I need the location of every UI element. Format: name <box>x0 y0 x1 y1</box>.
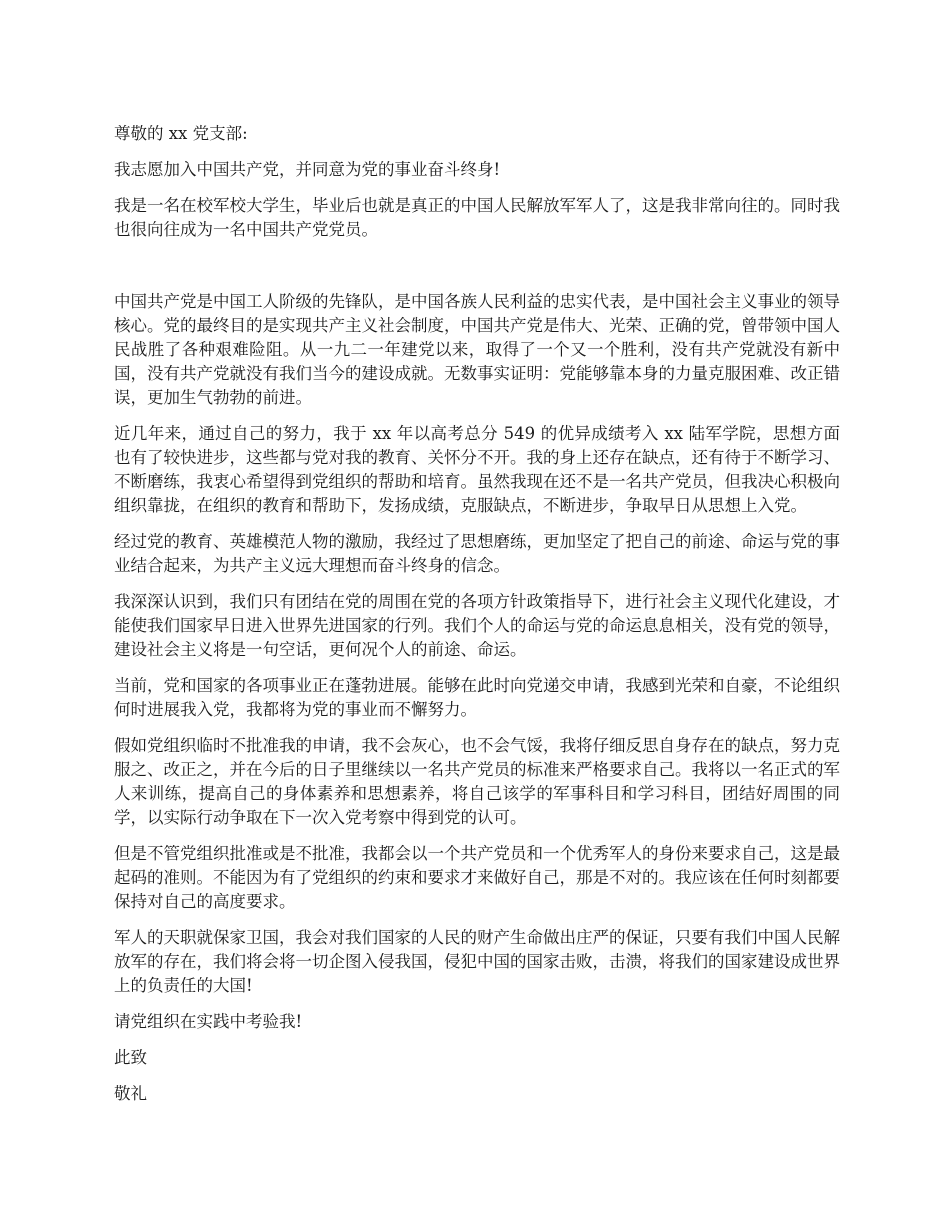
paragraph-soldier-duty: 军人的天职就保家卫国，我会对我们国家的人民的财产生命做出庄严的保证，只要有我们中国人民解放军的存在，我们将会将一切企图入侵我国，侵犯中国的国家击败，击溃，将我们的国家建设成世界上的负责任的大国! <box>114 928 840 995</box>
closing-salute: 敬礼 <box>114 1084 147 1103</box>
paragraph-if-not-approved: 假如党组织临时不批准我的申请，我不会灰心，也不会气馁，我将仔细反思自身存在的缺点，努力克服之、改正之，并在今后的日子里继续以一名共产党员的标准来严格要求自己。我将以一名正式的军人来训练，提高自己的身体素养和思想素养，将自己该学的军事科目和学习科目，团结好周围的同学，以实际行动争取在下一次入党考察中得到党的认可。 <box>114 736 840 827</box>
letter-body <box>114 122 840 1118</box>
closing-greeting: 此致 <box>114 1048 147 1067</box>
paragraph-conviction: 经过党的教育、英雄模范人物的激励，我经过了思想磨练，更加坚定了把自己的前途、命运与党的事业结合起来，为共产主义远大理想而奋斗终身的信念。 <box>114 532 840 575</box>
paragraph-understanding: 我深深认识到，我们只有团结在党的周围在党的各项方针政策指导下，进行社会主义现代化建设，才能使我们国家早日进入世界先进国家的行列。我们个人的命运与党的命运息息相关，没有党的领导，建设社会主义将是一句空话，更何况个人的前途、命运。 <box>114 592 840 659</box>
paragraph-current-situation: 当前，党和国家的各项事业正在蓬勃进展。能够在此时向党递交申请，我感到光荣和自豪，不论组织何时进展我入党，我都将为党的事业而不懈努力。 <box>114 676 840 719</box>
paragraph-pledge: 我志愿加入中国共产党，并同意为党的事业奋斗终身! <box>114 160 501 179</box>
blank-gap <box>114 254 840 290</box>
paragraph-party-description: 中国共产党是中国工人阶级的先锋队，是中国各族人民利益的忠实代表，是中国社会主义事业的领导核心。党的最终目的是实现共产主义社会制度，中国共产党是伟大、光荣、正确的党，曾带领中国人民战胜了各种艰难险阻。从一九二一年建党以来，取得了一个又一个胜利，没有共产党就没有新中国，没有共产党就没有我们当今的建设成就。无数事实证明：党能够靠本身的力量克服困难、改正错误，更加生气勃勃的前进。 <box>114 292 840 407</box>
salutation: 尊敬的 xx 党支部: <box>114 124 248 143</box>
paragraph-test-me: 请党组织在实践中考验我! <box>114 1012 303 1031</box>
paragraph-self-requirement: 但是不管党组织批准或是不批准，我都会以一个共产党员和一个优秀军人的身份来要求自己，这是最起码的准则。不能因为有了党组织的约束和要求才来做好自己，那是不对的。我应该在任何时刻都要保持对自己的高度要求。 <box>114 844 840 911</box>
paragraph-personal-progress: 近几年来，通过自己的努力，我于 xx 年以高考总分 549 的优异成绩考入 xx 陆军学院，思想方面也有了较快进步，这些都与党对我的教育、关怀分不开。我的身上还存在缺点，还有待于不断学习、不断磨练，我衷心希望得到党组织的帮助和培育。虽然我现在还不是一名共产党员，但我决心积极向组织靠拢，在组织的教育和帮助下，发扬成绩，克服缺点，不断进步，争取早日从思想上入党。 <box>114 424 840 515</box>
paragraph-intro: 我是一名在校军校大学生，毕业后也就是真正的中国人民解放军军人了，这是我非常向往的。同时我也很向往成为一名中国共产党党员。 <box>114 196 840 239</box>
